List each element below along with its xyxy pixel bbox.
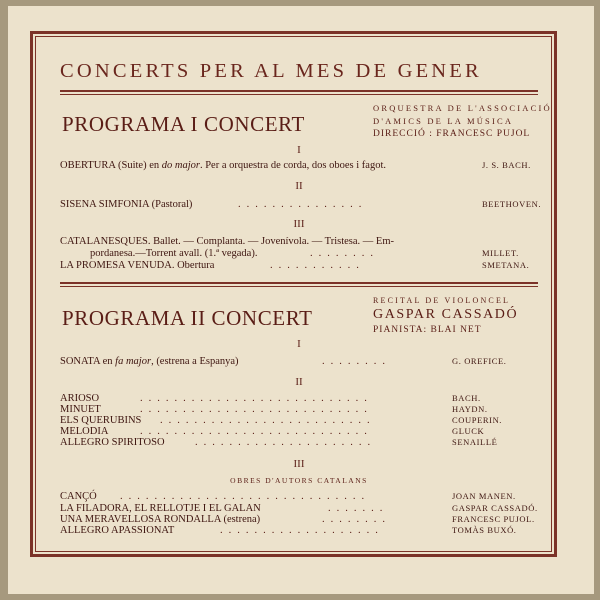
program-2-section-numeral: I — [297, 338, 301, 350]
composer-label: BEETHOVEN. — [482, 199, 542, 209]
program-2-heading: PROGRAMA II CONCERT — [62, 306, 313, 330]
program-2-pianist: PIANISTA: BLAI NET — [373, 325, 482, 335]
program-2-section-subtitle: OBRES D'AUTORS CATALANS — [230, 476, 368, 485]
composer-label: HAYDN. — [452, 404, 488, 414]
program-2-section-numeral: III — [293, 458, 305, 470]
program-2-recital: RECITAL DE VIOLONCEL — [373, 296, 511, 305]
program-2-section-numeral: II — [295, 376, 303, 388]
program-1-section-numeral: I — [297, 144, 301, 156]
composer-label: BACH. — [452, 393, 481, 403]
program-1-section-numeral: III — [293, 218, 305, 230]
program-1-orchestra-line1: ORQUESTRA DE L'ASSOCIACIÓ — [373, 103, 552, 113]
page-title: CONCERTS PER AL MES DE GENER — [60, 60, 482, 82]
composer-label: FRANCESC PUJOL. — [452, 514, 535, 524]
composer-label: MILLET. — [482, 248, 519, 258]
program-1-direction: DIRECCIÓ : FRANCESC PUJOL — [373, 129, 531, 139]
composer-label: SMETANA. — [482, 260, 530, 270]
composer-label: TOMÀS BUXÓ. — [452, 525, 517, 535]
program-1-section-numeral: II — [295, 180, 303, 192]
program-divider — [60, 282, 538, 284]
title-rule-thin — [60, 94, 538, 95]
composer-label: JOAN MANEN. — [452, 491, 516, 501]
program-divider-thin — [60, 286, 538, 287]
composer-label: GASPAR CASSADÓ. — [452, 503, 538, 513]
composer-label: COUPERIN. — [452, 415, 503, 425]
composer-label: GLUCK — [452, 426, 485, 436]
program-1-orchestra-line2: D'AMICS DE LA MÚSICA — [373, 116, 514, 126]
program-2-performer: GASPAR CASSADÓ — [373, 307, 519, 322]
title-rule — [60, 90, 538, 92]
composer-label: SENAILLÉ — [452, 437, 498, 447]
composer-label: J. S. BACH. — [482, 160, 531, 170]
program-1-heading: PROGRAMA I CONCERT — [62, 112, 305, 136]
composer-label: G. OREFICE. — [452, 356, 507, 366]
